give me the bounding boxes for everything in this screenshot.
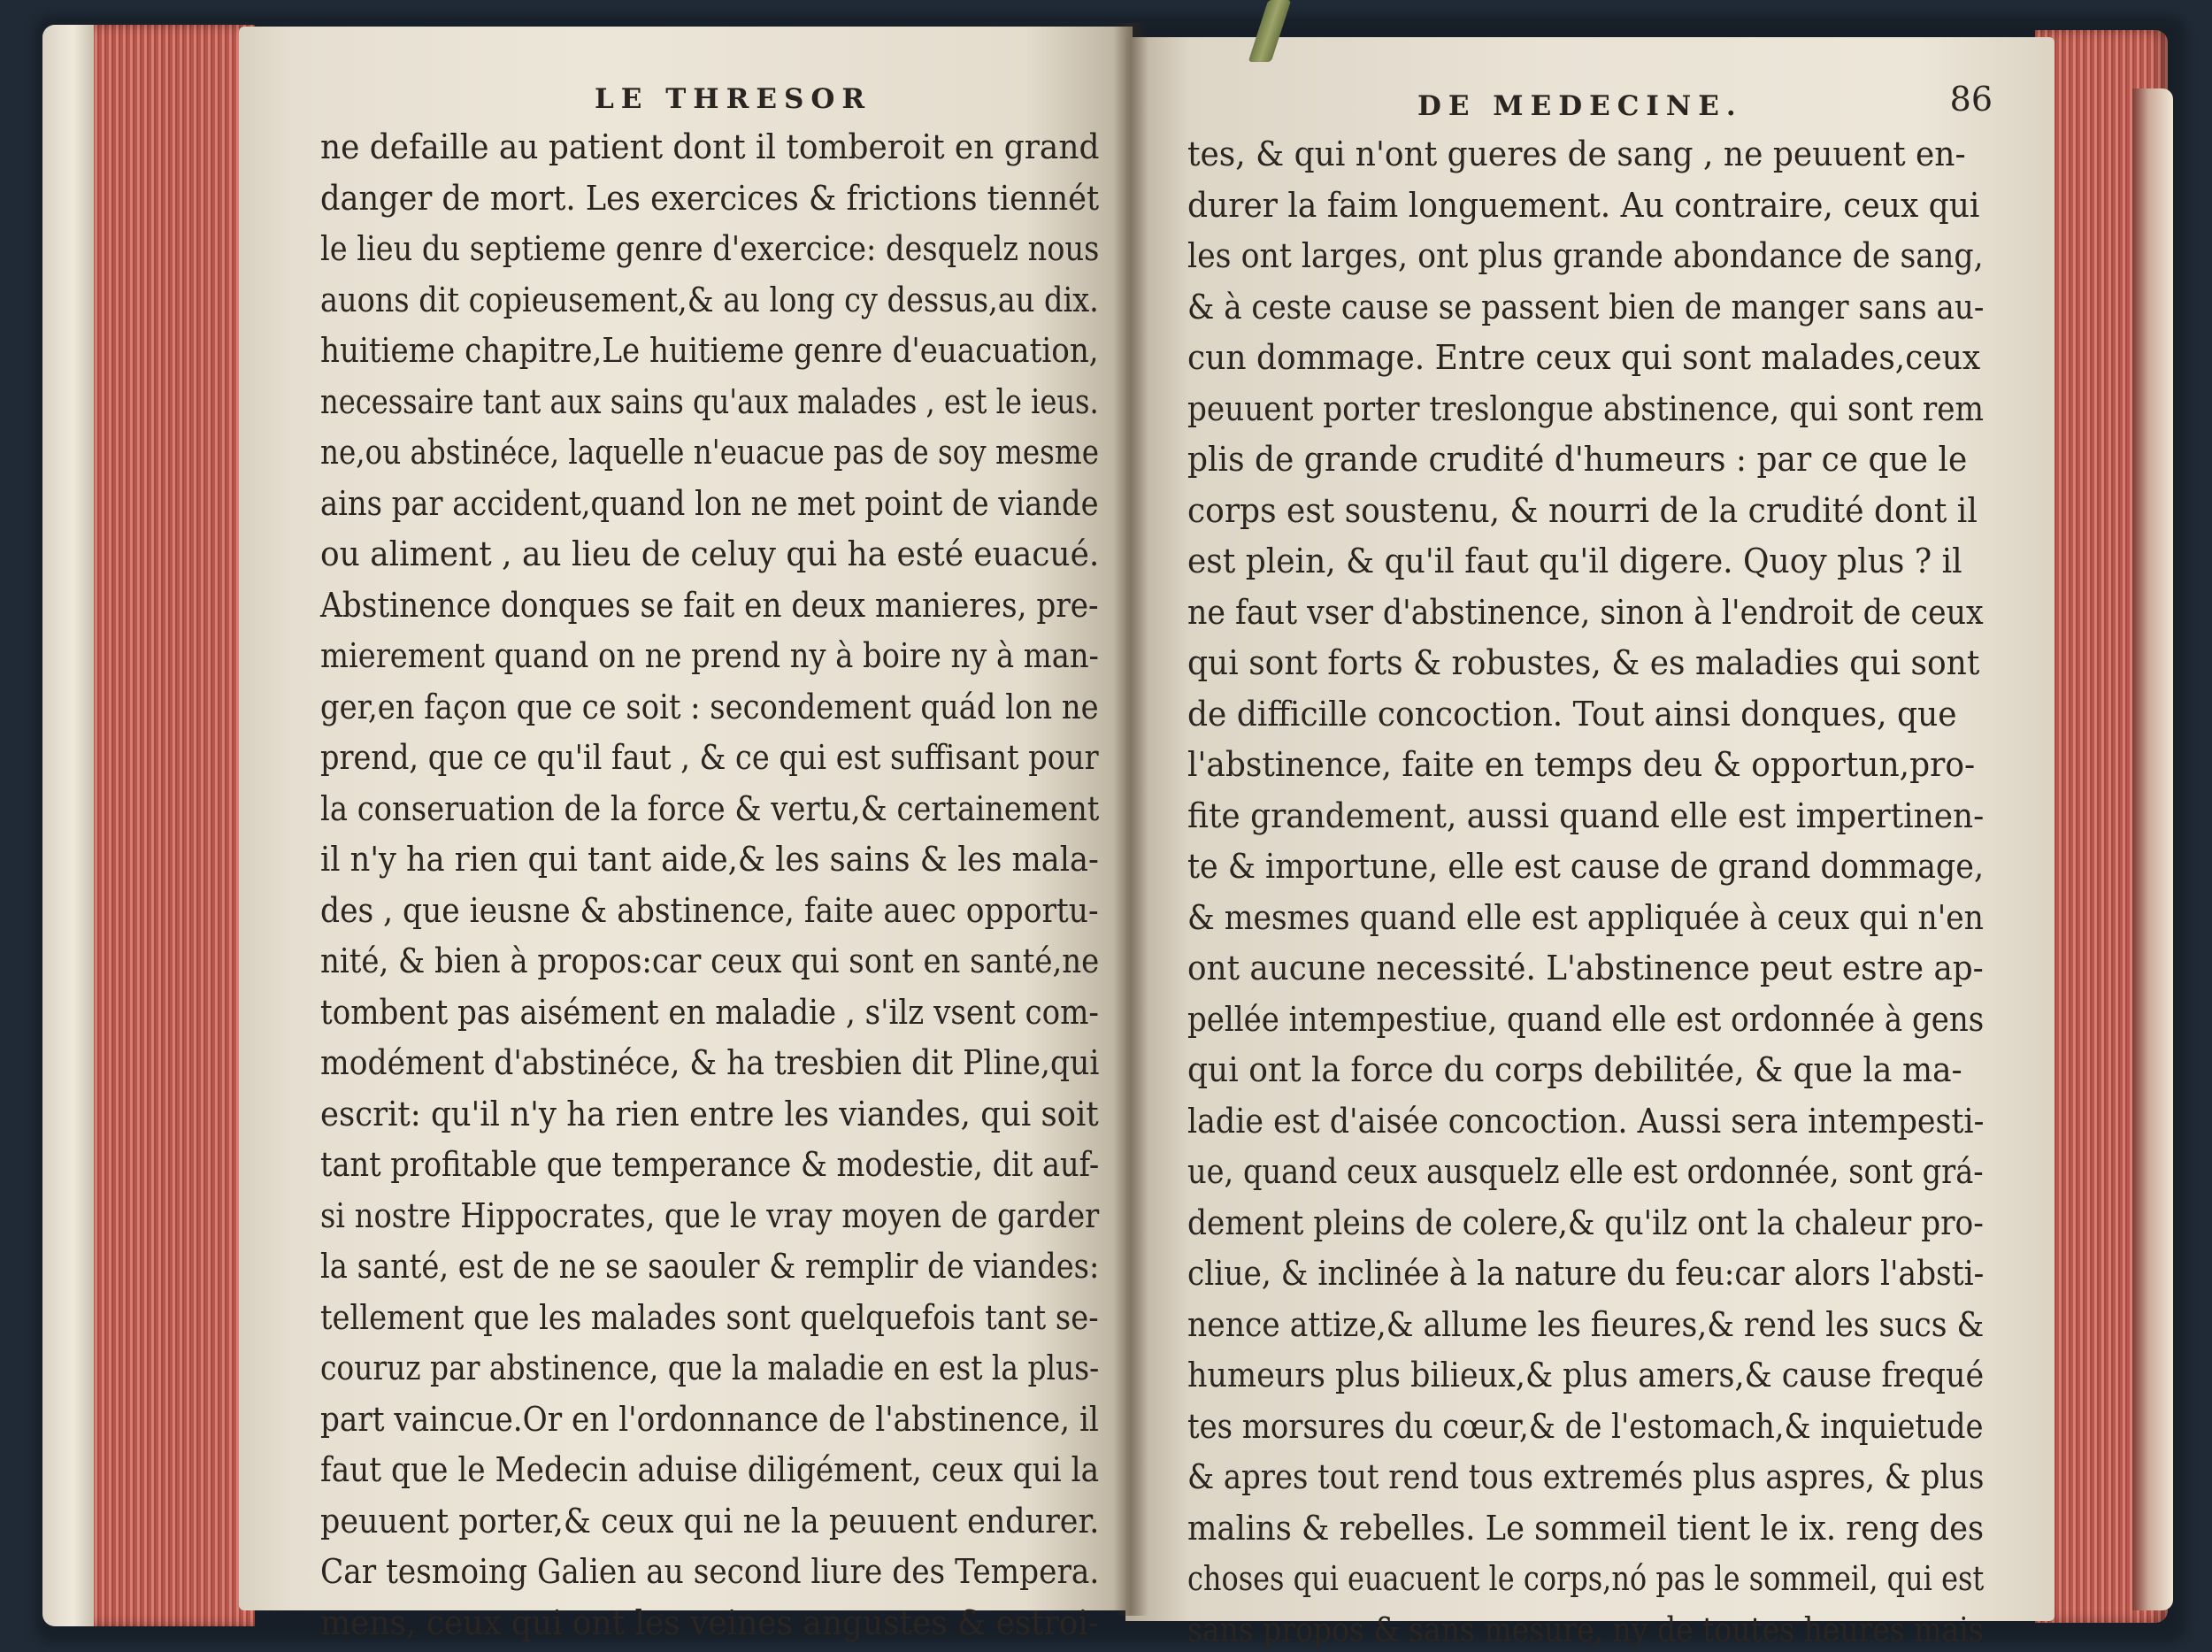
text-line: les ont larges, ont plus grande abondance de sang, [1187, 236, 1984, 275]
text-line: Abstinence donques se fait en deux manieres, pre- [320, 585, 1099, 625]
text-line: ains par accident,quand lon ne met point de viande [320, 483, 1099, 523]
text-line: il n'y ha rien qui tant aide,& les sains & les mala- [320, 840, 1099, 879]
text-line: mierement quand on ne prend ny à boire ny à man- [320, 636, 1099, 675]
text-line: necessaire tant aux sains qu'aux malades , est le ieus. [320, 381, 1099, 421]
text-line: escrit: qu'il n'y ha rien entre les viandes, qui soit [320, 1094, 1099, 1133]
text-line: tes morsures du cœur,& de l'estomach,& inquietude [1187, 1406, 1984, 1446]
text-line: ladie est d'aisée concoction. Aussi sera intempesti- [1187, 1101, 1985, 1141]
right-cover-edge [2132, 88, 2173, 1610]
text-line: durer la faim longuement. Au contraire, ceux qui [1187, 185, 1980, 225]
text-line: choses qui euacuent le corps,nó pas le sommeil, qui est [1187, 1559, 1985, 1598]
text-line: le lieu du septieme genre d'exercice: desquelz nous [320, 229, 1100, 268]
text-line: de difficille concoction. Tout ainsi donques, que [1187, 694, 1957, 734]
text-line: plis de grande crudité d'humeurs : par ce que le [1187, 440, 1968, 479]
text-line: si nostre Hippocrates, que le vray moyen de garder [320, 1195, 1100, 1235]
text-line: la santé, est de ne se saouler & remplir de viandes: [320, 1247, 1100, 1286]
text-line: ne defaille au patient dont il tomberoit en grand [320, 127, 1100, 166]
text-line: ue, quand ceux ausquelz elle est ordonnée, sont grá- [1187, 1152, 1984, 1191]
text-line: cliue, & inclinée à la nature du feu:car alors l'absti- [1187, 1254, 1985, 1293]
text-line: danger de mort. Les exercices & frictions tiennét [320, 178, 1100, 218]
text-line: fite grandement, aussi quand elle est impertinen- [1187, 795, 1985, 835]
text-line: sans propos & sans mesure, ny de toutes heures mais [1187, 1610, 1984, 1649]
text-line: modément d'abstinéce, & ha tresbien dit Pline,qui [320, 1043, 1100, 1082]
text-line: pellée intempestiue, quand elle est ordonnée à gens [1187, 999, 1985, 1039]
text-line: est plein, & qu'il faut qu'il digere. Quoy plus ? il [1187, 542, 1962, 580]
text-line: tant profitable que temperance & modestie, dit auf- [320, 1145, 1100, 1184]
left-running-head: LE THRESOR [595, 83, 872, 115]
text-line: corps est soustenu, & nourri de la crudité dont il [1187, 490, 1978, 530]
right-page-text [1187, 129, 2028, 1652]
text-line: te & importune, elle est cause de grand dommage, [1187, 847, 1985, 886]
text-line: peuuent porter,& ceux qui ne la peuuent endurer. [320, 1501, 1100, 1541]
text-line: nité, & bien à propos:car ceux qui sont en santé,ne [320, 941, 1100, 980]
text-line: nence attize,& allume les fieures,& rend les sucs & [1187, 1304, 1985, 1344]
text-line: humeurs plus bilieux,& plus amers,& cause frequé [1187, 1356, 1985, 1395]
text-line: huitieme chapitre,Le huitieme genre d'euacuation, [320, 331, 1099, 370]
book-gutter [1113, 23, 1148, 1616]
text-line: mens, ceux qui ont les veines angustes & estroi- [320, 1602, 1099, 1642]
text-line: malins & rebelles. Le sommeil tient le ix. reng des [1187, 1508, 1985, 1548]
left-page-text [320, 122, 1106, 1648]
left-page [239, 27, 1133, 1642]
right-running-head-row [1187, 80, 2028, 124]
text-line: Car tesmoing Galien au second liure des Tempera. [320, 1552, 1100, 1591]
text-line: faut que le Medecin aduise diligément, ceux qui la [320, 1450, 1100, 1489]
text-line: couruz par abstinence, que la maladie en est la plus- [320, 1348, 1100, 1387]
text-line: prend, que ce qu'il faut , & ce qui est suffisant pour [320, 738, 1099, 777]
text-line: tes, & qui n'ont gueres de sang , ne peuuent en- [1187, 134, 1966, 173]
text-line: tellement que les malades sont quelquefois tant se- [320, 1297, 1099, 1337]
text-line: & mesmes quand elle est appliquée à ceux qui n'en [1187, 897, 1984, 937]
left-cover-edge [42, 25, 94, 1626]
text-line: & apres tout rend tous extremés plus aspres, & plus [1187, 1457, 1985, 1496]
text-line: l'abstinence, faite en temps deu & opportun,pro- [1187, 745, 1976, 784]
text-line: part vaincue.Or en l'ordonnance de l'abstinence, il [320, 1399, 1099, 1439]
text-line: cun dommage. Entre ceux qui sont malades,ceux [1187, 338, 1981, 377]
text-line: qui sont forts & robustes, & es maladies qui sont [1187, 643, 1980, 682]
text-line: ou aliment , au lieu de celuy qui ha esté euacué. [320, 534, 1100, 573]
text-line: auons dit copieusement,& au long cy dessus,au dix. [320, 280, 1099, 319]
text-line: qui ont la force du corps debilitée, & que la ma- [1187, 1050, 1962, 1089]
text-line: peuuent porter treslongue abstinence, qui sont rem [1187, 388, 1984, 428]
text-line: ne faut vser d'abstinence, sinon à l'endroit de ceux [1187, 592, 1984, 632]
text-line: tombent pas aisément en maladie , s'ilz vsent com- [320, 992, 1099, 1032]
text-line: ne,ou abstinéce, laquelle n'euacue pas de soy mesme [320, 433, 1100, 472]
page-number: 86 [1949, 80, 1993, 119]
text-line: ger,en façon que ce soit : secondement quád lon ne [320, 687, 1099, 726]
right-page [1125, 37, 2055, 1649]
right-running-head: DE MEDECINE. [1417, 90, 1743, 122]
text-line: dement pleins de colere,& qu'ilz ont la chaleur pro- [1187, 1203, 1984, 1242]
text-line: des , que ieusne & abstinence, faite auec opportu- [320, 890, 1099, 930]
text-line: ont aucune necessité. L'abstinence peut estre ap- [1187, 949, 1984, 987]
text-line: la conseruation de la force & vertu,& certainement [320, 788, 1100, 828]
text-line: & à ceste cause se passent bien de manger sans au- [1187, 287, 1985, 327]
